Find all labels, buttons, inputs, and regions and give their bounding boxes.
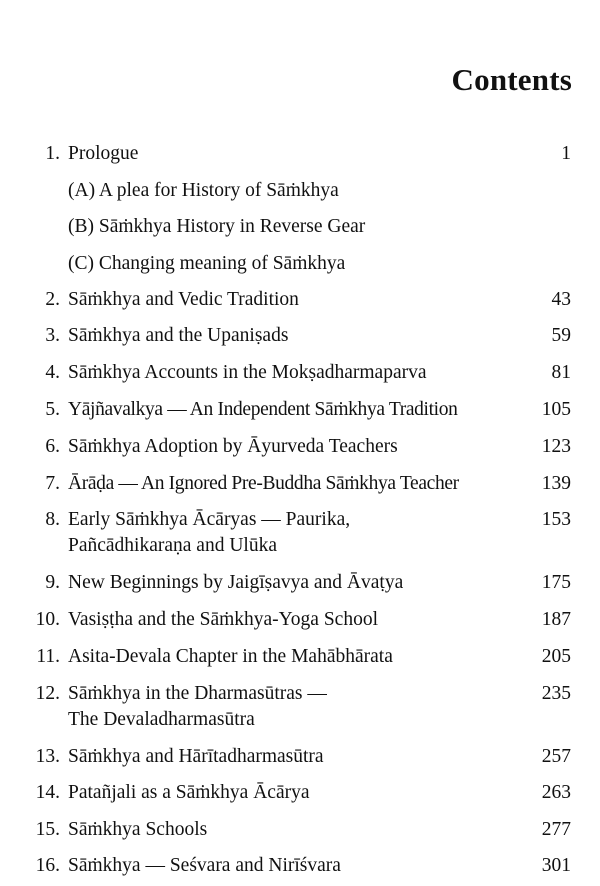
entry-title: Prologue	[68, 143, 139, 164]
entry-title	[68, 681, 530, 733]
entry-page-number: 139	[541, 473, 571, 494]
entry-title: Vasiṣṭha and the Sāṁkhya-Yoga School	[68, 609, 378, 630]
toc-subentry[interactable]: (A) A plea for History of Sāṁkhya	[68, 180, 339, 201]
entry-title: Ārāḍa — An Ignored Pre-Buddha Sāṁkhya Teacher	[68, 473, 459, 494]
entry-title: Sāṁkhya and Hārītadharmasūtra	[68, 746, 324, 767]
entry-number: 16.	[35, 855, 60, 876]
entry-title-line: Early Sāṁkhya Ācāryas — Paurika,	[68, 509, 351, 530]
entry-number: 12.	[35, 683, 60, 704]
entry-page-number: 1	[561, 143, 571, 164]
entry-title: Sāṁkhya — Seśvara and Nirīśvara	[68, 855, 341, 876]
entry-page-number: 105	[541, 399, 571, 420]
entry-page-number: 187	[541, 609, 571, 630]
entry-page-number: 263	[541, 782, 571, 803]
entry-number: 5.	[45, 399, 60, 420]
entry-title: Yājñavalkya — An Independent Sāṁkhya Tradition	[68, 399, 458, 420]
entry-title-line: Sāṁkhya in the Dharmasūtras —	[68, 683, 327, 704]
entry-page-number: 301	[541, 855, 571, 876]
entry-title-line: The Devaladharmasūtra	[68, 709, 255, 730]
entry-title: New Beginnings by Jaigīṣavya and Āvaṭya	[68, 572, 404, 593]
entry-number: 10.	[35, 609, 60, 630]
entry-page-number: 175	[541, 572, 571, 593]
entry-page-number: 59	[551, 325, 571, 346]
entry-page-number: 257	[541, 746, 571, 767]
entry-number: 3.	[45, 325, 60, 346]
entry-title-line: Pañcādhikaraṇa and Ulūka	[68, 535, 277, 556]
entry-number: 8.	[45, 509, 60, 530]
entry-title: Sāṁkhya and Vedic Tradition	[68, 289, 299, 310]
entry-number: 2.	[45, 289, 60, 310]
entry-page-number: 153	[541, 509, 571, 530]
entry-number: 4.	[45, 362, 60, 383]
entry-number: 11.	[36, 646, 60, 667]
entry-title: Sāṁkhya Adoption by Āyurveda Teachers	[68, 436, 398, 457]
entry-title: Sāṁkhya Accounts in the Mokṣadharmaparva	[68, 362, 427, 383]
entry-title	[68, 507, 530, 559]
entry-title: Patañjali as a Sāṁkhya Ācārya	[68, 782, 310, 803]
entry-page-number: 43	[551, 289, 571, 310]
entry-page-number: 205	[541, 646, 571, 667]
toc-subentry[interactable]: (B) Sāṁkhya History in Reverse Gear	[68, 216, 366, 237]
entry-page-number: 277	[541, 819, 571, 840]
entry-number: 15.	[35, 819, 60, 840]
entry-number: 7.	[45, 473, 60, 494]
entry-number: 1.	[45, 143, 60, 164]
entry-page-number: 81	[551, 362, 571, 383]
entry-title: Asita-Devala Chapter in the Mahābhārata	[68, 646, 393, 667]
entry-page-number: 235	[541, 683, 571, 704]
entry-number: 14.	[35, 782, 60, 803]
entry-title: Sāṁkhya Schools	[68, 819, 208, 840]
entry-number: 9.	[45, 572, 60, 593]
entry-page-number: 123	[541, 436, 571, 457]
page-title: Contents	[451, 62, 572, 97]
entry-number: 13.	[35, 746, 60, 767]
toc-subentry[interactable]: (C) Changing meaning of Sāṁkhya	[68, 253, 346, 274]
entry-number: 6.	[45, 436, 60, 457]
entry-title: Sāṁkhya and the Upaniṣads	[68, 325, 289, 346]
